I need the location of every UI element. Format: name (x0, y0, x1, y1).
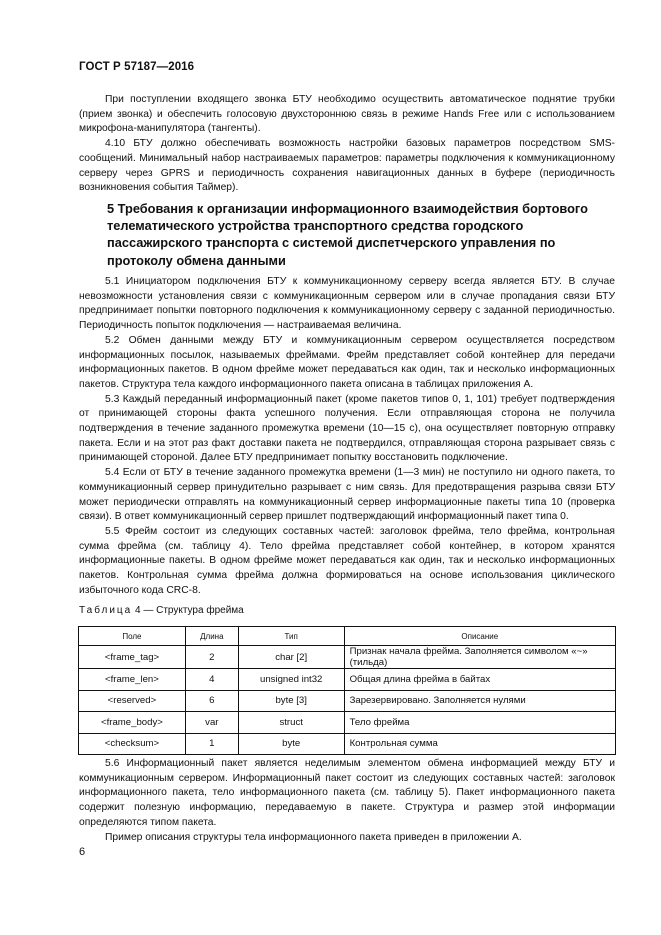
paragraph: 4.10 БТУ должно обеспечивать возможность настройки базовых параметров посредством SMS-сообщений. Минимальный набор настраиваемых параметров: параметры подключения к коммуникационному серверу через GPRS и периодичность сохранения навигационных данных в буфере (периодичность возникновения события Таймер). (79, 138, 615, 194)
table-cell: Признак начала фрейма. Заполняется символом «~» (тильда) (344, 646, 615, 669)
table-row (79, 712, 616, 734)
table-cell: byte (238, 733, 344, 755)
table-caption (79, 605, 244, 616)
after-table-text (79, 757, 615, 845)
paragraph: 5.1 Инициатором подключения БТУ к коммуникационному серверу всегда является БТУ. В случае невозможности установления связи с коммуникационным сервером или в случае пропадания связи БТУ предпринимает попытки повторного подключения к коммуникационному серверу с заданной периодичностью. Периодичность попыток подключения — настраиваемая величина. (79, 276, 615, 332)
section-title: 5 Требования к организации информационного взаимодействия бортового телематического устройства транспортного средства городского пассажирского транспорта с системой диспетчерского управления по протоколу обмена данными (107, 201, 588, 268)
paragraph: 5.2 Обмен данными между БТУ и коммуникационным сервером осуществляется посредством информационных посылок, называемых фреймами. Фрейм представляет собой контейнер для передачи информационных пакетов. В одном фрейме может передаваться как один, так и несколько информационных пакетов. Структура тела каждого информационного пакета описана в таблицах приложения А. (79, 334, 615, 390)
paragraph: Пример описания структуры тела информационного пакета приведен в приложении А. (105, 831, 522, 843)
table-cell: var (185, 712, 238, 734)
table-cell: char [2] (238, 646, 344, 669)
table-cell: <frame_tag> (79, 646, 186, 669)
frame-structure-table (78, 626, 616, 755)
table-row (79, 646, 616, 669)
paragraph: При поступлении входящего звонка БТУ необходимо осуществить автоматическое поднятие трубки (прием звонка) и обеспечить голосовую двухстороннюю связь в режиме Hands Free или с использованием микрофона-манипулятора (тангенты). (79, 94, 615, 135)
table-cell: 2 (185, 646, 238, 669)
column-header: Длина (185, 627, 238, 646)
page-number: 6 (79, 846, 86, 858)
paragraph: 5.5 Фрейм состоит из следующих составных частей: заголовок фрейма, тело фрейма, контрольная сумма фрейма (см. таблицу 4). Тело фрейма представляет собой контейнер, в котором хранятся информационные пакеты. В одном фрейме может передаваться как один, так и несколько информационных пакетов. Контрольная сумма фрейма должна формироваться на основе использования циклического избыточного кода CRC-8. (79, 525, 615, 596)
table-cell: 6 (185, 690, 238, 712)
table-cell: <checksum> (79, 733, 186, 755)
document-header: ГОСТ Р 57187—2016 (79, 61, 195, 73)
column-header: Описание (344, 627, 615, 646)
table-row (79, 669, 616, 691)
paragraph: 5.4 Если от БТУ в течение заданного промежутка времени (1—3 мин) не поступило ни одного пакета, то коммуникационный сервер принудительно разрывает с ним связь. Для предотвращения разрыва связи БТУ может периодически отправлять на коммуникационный сервер информационные пакеты типа 10 (проверка связи). В ответ коммуникационный сервер пришлет подтверждающий информационный пакет типа 0. (79, 467, 615, 523)
table-row (79, 690, 616, 712)
table-caption-prefix: Таблица (79, 605, 133, 616)
table-cell: Тело фрейма (344, 712, 615, 734)
table-cell: <frame_len> (79, 669, 186, 691)
table-cell: Общая длина фрейма в байтах (344, 669, 615, 691)
table-row (79, 733, 616, 755)
table-cell: <frame_body> (79, 712, 186, 734)
table-header-row (79, 627, 616, 646)
column-header: Поле (79, 627, 186, 646)
table-cell: Контрольная сумма (344, 733, 615, 755)
table-cell: <reserved> (79, 690, 186, 712)
table-cell: 1 (185, 733, 238, 755)
paragraph: 5.3 Каждый переданный информационный пакет (кроме пакетов типов 0, 1, 101) требует подтверждения от принимающей стороны факта успешного получения. Если отправляющая сторона не получила подтверждения в течение заданного промежутка времени (10—15 с), она осуществляет повторную отправку пакета. Если и на этот раз факт доставки пакета не подтвердился, отправляющая сторона разрывает связь с принимающей стороной. Далее БТУ предпринимает попытку восстановить подключение. (79, 393, 615, 464)
intro-text (79, 93, 615, 196)
section-5-text (79, 275, 615, 598)
table-cell: byte [3] (238, 690, 344, 712)
table-cell: 4 (185, 669, 238, 691)
table-caption-text: 4 — Структура фрейма (135, 605, 244, 616)
table-cell: Зарезервировано. Заполняется нулями (344, 690, 615, 712)
paragraph: 5.6 Информационный пакет является неделимым элементом обмена информацией между БТУ и коммуникационным сервером. Информационный пакет состоит из следующих составных частей: заголовок информационного пакета, тело информационного пакета (см. таблицу 5). Пакет информационного пакета содержит полезную информацию, передаваемую в пакете. Структура и размер этой информации определяются типом пакета. (79, 758, 615, 828)
table-cell: unsigned int32 (238, 669, 344, 691)
table-cell: struct (238, 712, 344, 734)
column-header: Тип (238, 627, 344, 646)
